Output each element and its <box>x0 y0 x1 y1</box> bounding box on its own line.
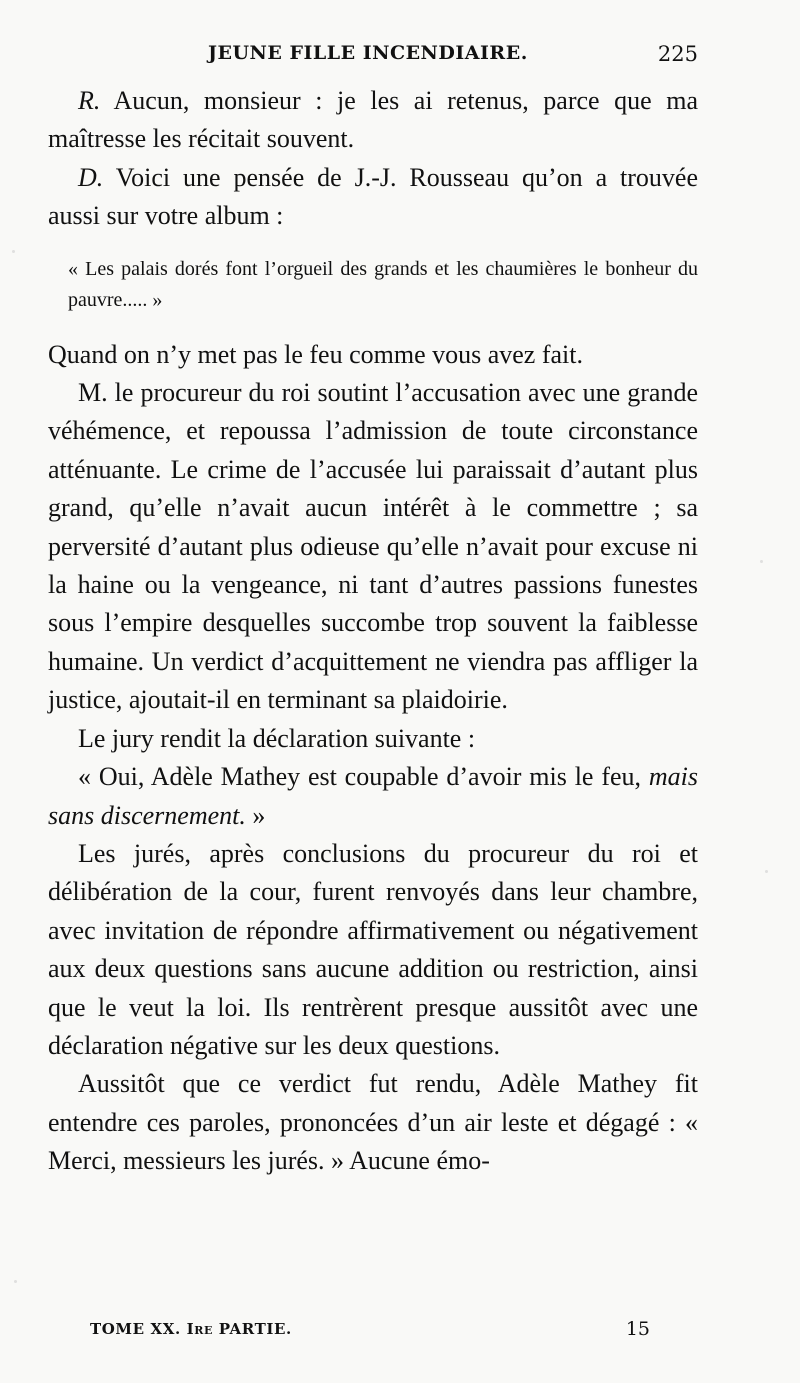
verdict-close: » <box>245 800 266 830</box>
page-number: 225 <box>657 42 698 66</box>
body-text <box>48 82 698 1181</box>
paragraph-continuation: Quand on n’y met pas le feu comme vous avez fait. <box>48 339 583 369</box>
page-footer <box>90 1320 650 1346</box>
paragraph-verdict <box>48 758 698 835</box>
paper-speck <box>12 250 15 253</box>
paragraph-text: Aucun, monsieur : je les ai retenus, parce que ma maîtresse les récitait souvent. <box>48 86 698 154</box>
speaker-label: D. <box>78 162 104 192</box>
paragraph-deliberation: Les jurés, après conclusions du procureur du roi et délibération de la cour, furent renvoyés dans leur chambre, avec invitation de répondre affirmativement ou négativement aux deux questions sans aucune addition ou restriction, ainsi que le veut la loi. Ils rentrèrent presque aussitôt avec une déclaration négative sur les deux questions. <box>48 838 698 1060</box>
paragraph-answer <box>48 82 698 159</box>
paragraph-text: Voici une pensée de J.-J. Rousseau qu’on a trouvée aussi sur votre album : <box>48 162 698 231</box>
running-head <box>48 40 698 70</box>
paper-speck <box>765 870 768 873</box>
paper-speck <box>14 1280 17 1283</box>
paragraph-reaction: Aussitôt que ce verdict fut rendu, Adèle Mathey fit entendre ces paroles, prononcées d’un air leste et dégagé : « Merci, messieurs les jurés. » Aucune émo- <box>48 1069 698 1176</box>
rousseau-quote: « Les palais dorés font l’orgueil des grands et les chaumières le bonheur du pauvre..... » <box>68 257 698 311</box>
verdict-text: « Oui, Adèle Mathey est coupable d’avoir mis le feu, <box>78 762 649 792</box>
sheet-number: 15 <box>625 1318 650 1340</box>
running-title: JEUNE FILLE INCENDIAIRE. <box>208 42 528 64</box>
signature-mark: TOME XX. Ire PARTIE. <box>90 1320 292 1338</box>
verdict-italic: mais sans discernement. <box>48 762 698 830</box>
paragraph-jury: Le jury rendit la déclaration suivante : <box>78 723 476 753</box>
paragraph-question <box>48 159 698 236</box>
paper-speck <box>760 560 763 563</box>
speaker-label: R. <box>78 86 101 115</box>
paragraph-prosecutor: M. le procureur du roi soutint l’accusation avec une grande véhémence, et repoussa l’admission de toute circonstance atténuante. Le crime de l’accusée lui paraissait d’autant plus grand, qu’elle n’avait aucun intérêt à le commettre ; sa perversité d’autant plus odieuse qu’elle n’avait pour excuse ni la haine ou la vengeance, ni tant d’autres passions funestes sous l’empire desquelles succombe trop souvent la faiblesse humaine. Un verdict d’acquittement ne viendra pas affliger la justice, ajoutait-il en terminant sa plaidoirie. <box>48 378 698 715</box>
